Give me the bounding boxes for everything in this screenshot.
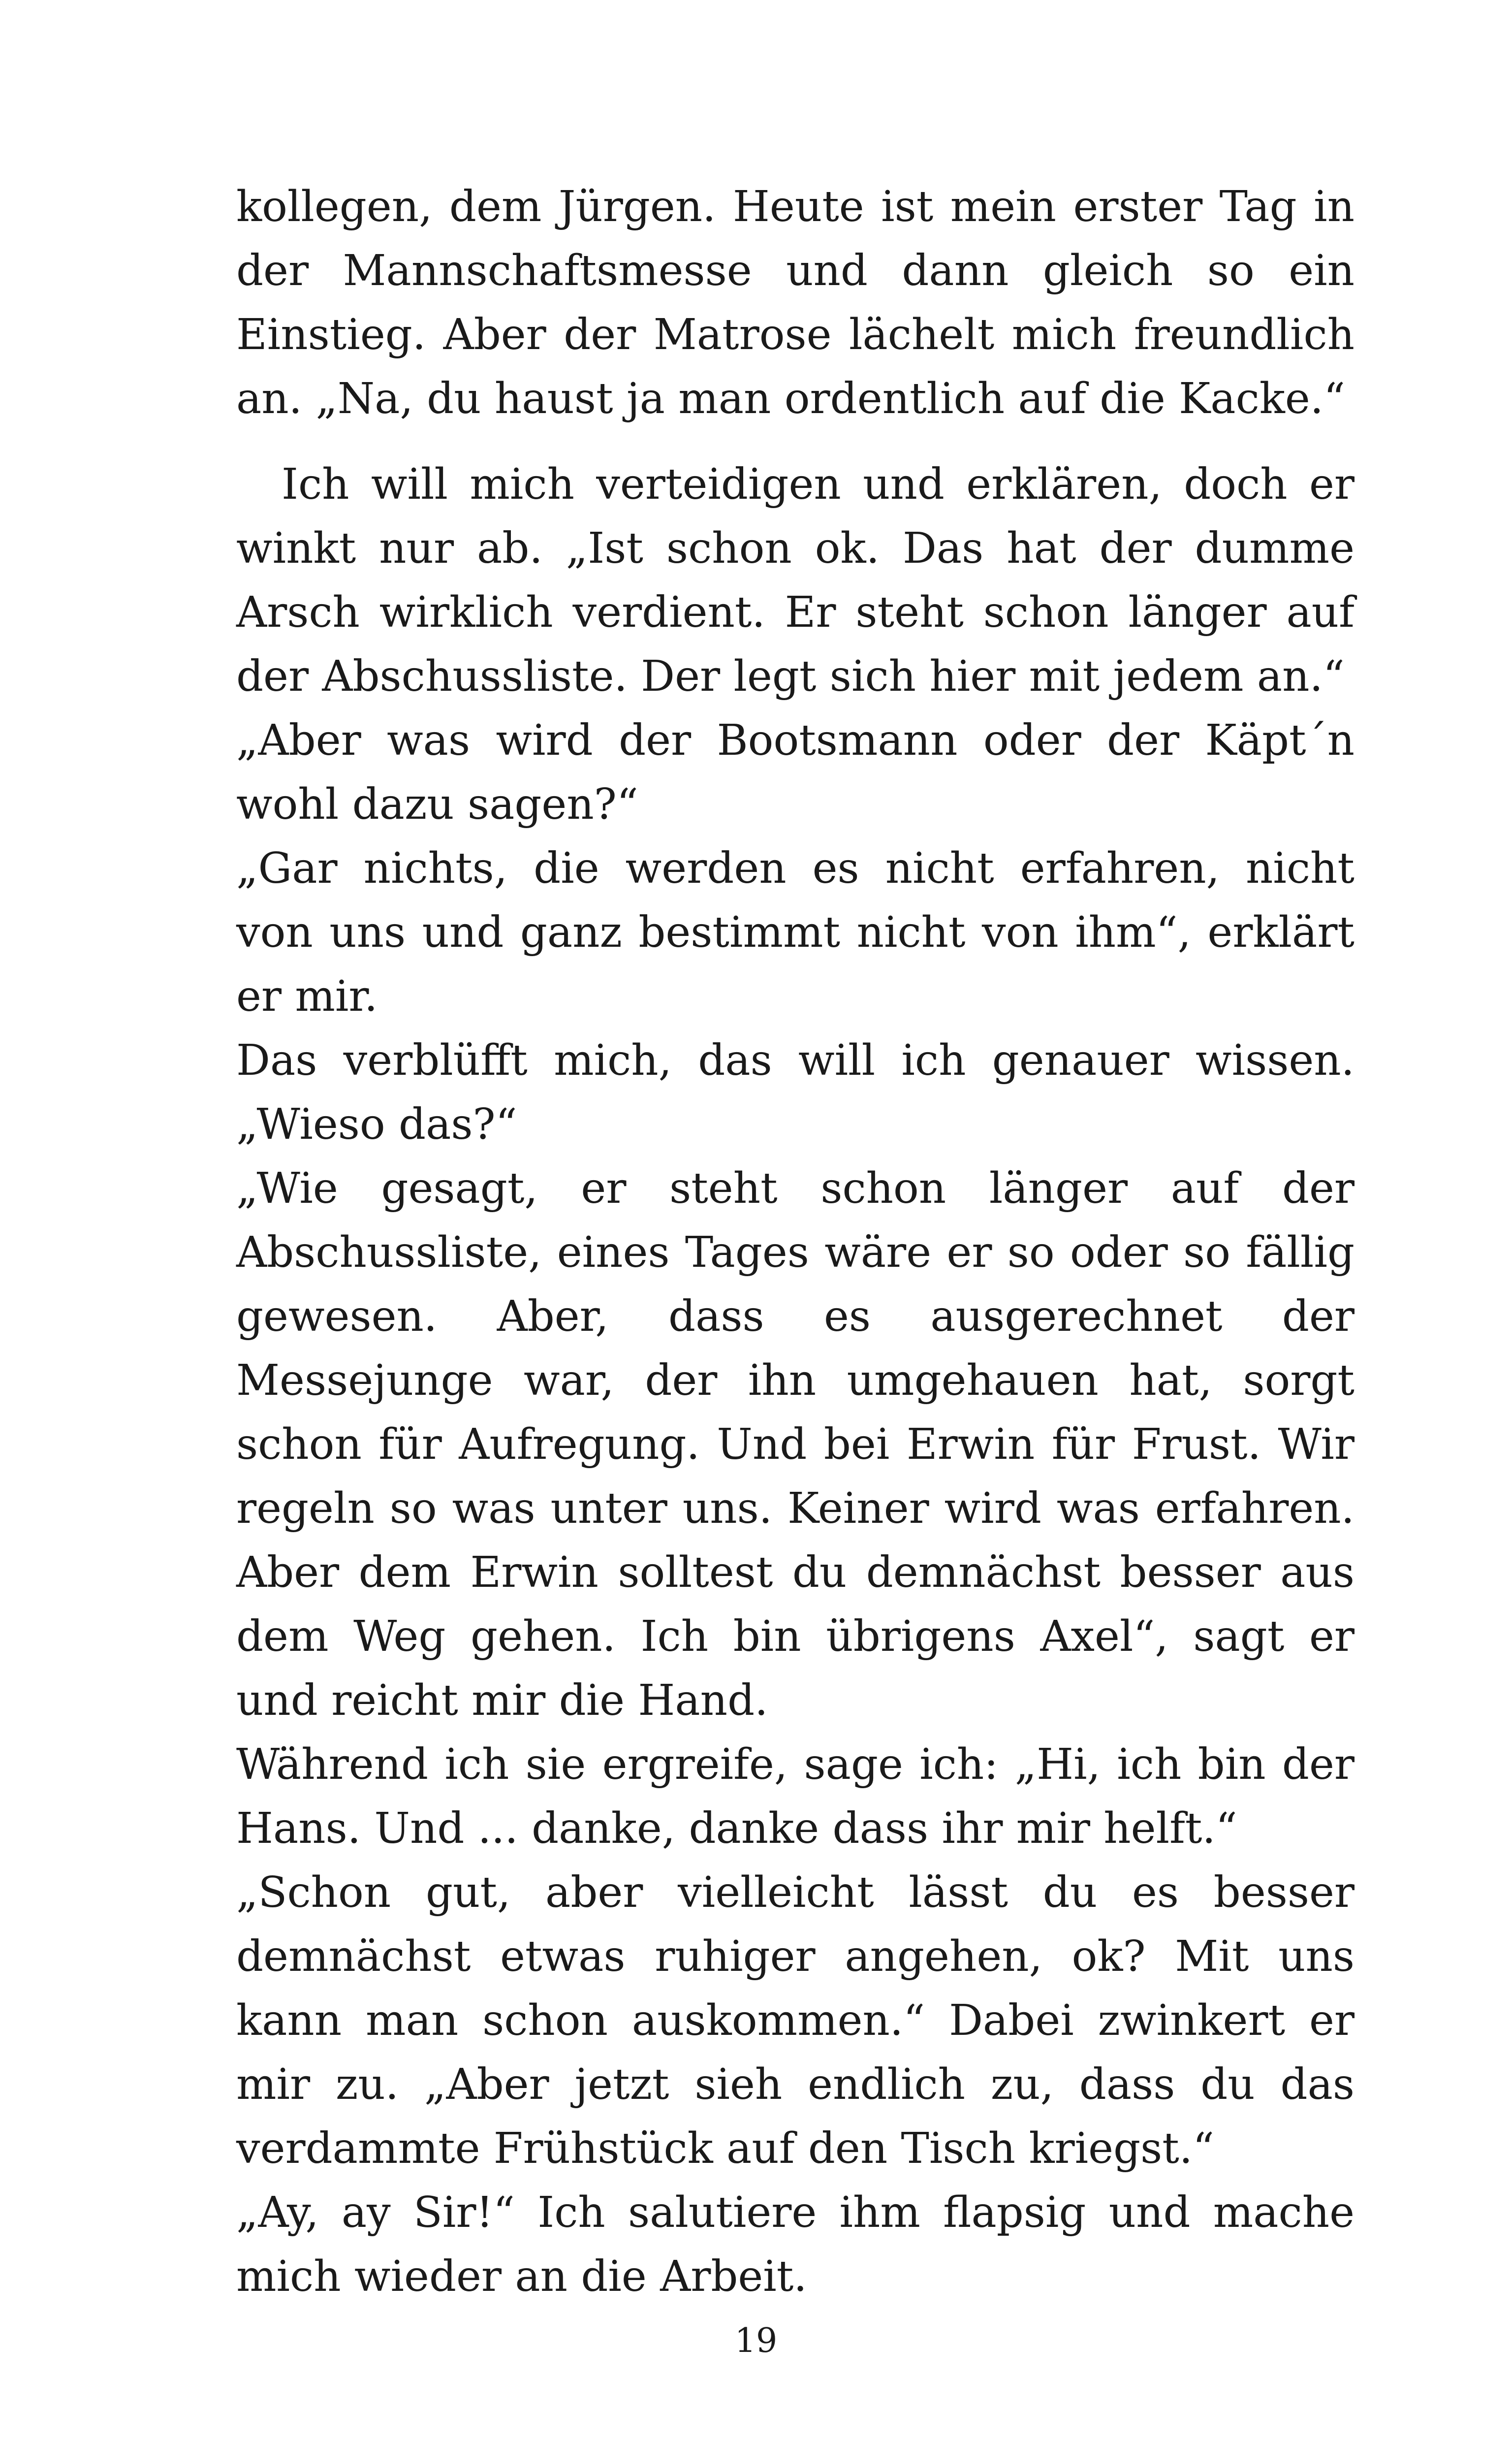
paragraph: Während ich sie ergreife, sage ich: „Hi, ich bin der Hans. Und ... danke, danke dass ihr mir helft.“ [236,1740,1354,1853]
paragraph: „Ay, ay Sir!“ Ich salutiere ihm flapsig und mache mich wieder an die Arbeit. [236,2188,1354,2301]
body-text [236,175,1354,2309]
paragraph: „Schon gut, aber vielleicht lässt du es besser demnächst etwas ruhiger angehen, ok? Mit uns kann man schon auskommen.“ Dabei zwinkert er mir zu. „Aber jetzt sieh endlich zu, dass du das verdammte Frühstück auf den Tisch kriegst.“ [236,1868,1354,2173]
paragraph: „Aber was wird der Bootsmann oder der Käpt´n wohl dazu sagen?“ [236,716,1354,829]
page-number: 19 [734,2321,778,2360]
paragraph: „Wie gesagt, er steht schon länger auf der Abschussliste, eines Tages wäre er so oder so fällig gewesen. Aber, dass es ausgerechnet der Messejunge war, der ihn umgehauen hat, sorgt schon für Aufregung. Und bei Erwin für Frust. Wir regeln so was unter uns. Keiner wird was erfahren. Aber dem Erwin solltest du demnächst besser aus dem Weg gehen. Ich bin übrigens Axel“, sagt er und reicht mir die Hand. [236,1164,1354,1725]
paragraph: „Gar nichts, die werden es nicht erfahren, nicht von uns und ganz bestimmt nicht von ihm“, erklärt er mir. [236,844,1354,1021]
paragraph: Das verblüfft mich, das will ich genauer wissen. „Wieso das?“ [236,1036,1354,1149]
paragraph: kollegen, dem Jürgen. Heute ist mein erster Tag in der Mannschaftsmesse und dann gleich so ein Einstieg. Aber der Matrose lächelt mich freundlich an. „Na, du haust ja man ordentlich auf die Kacke.“ [236,182,1354,423]
paragraph: Ich will mich verteidigen und erklären, doch er winkt nur ab. „Ist schon ok. Das hat der dumme Arsch wirklich verdient. Er steht schon länger auf der Abschussliste. Der legt sich hier mit jedem an.“ [236,460,1354,701]
